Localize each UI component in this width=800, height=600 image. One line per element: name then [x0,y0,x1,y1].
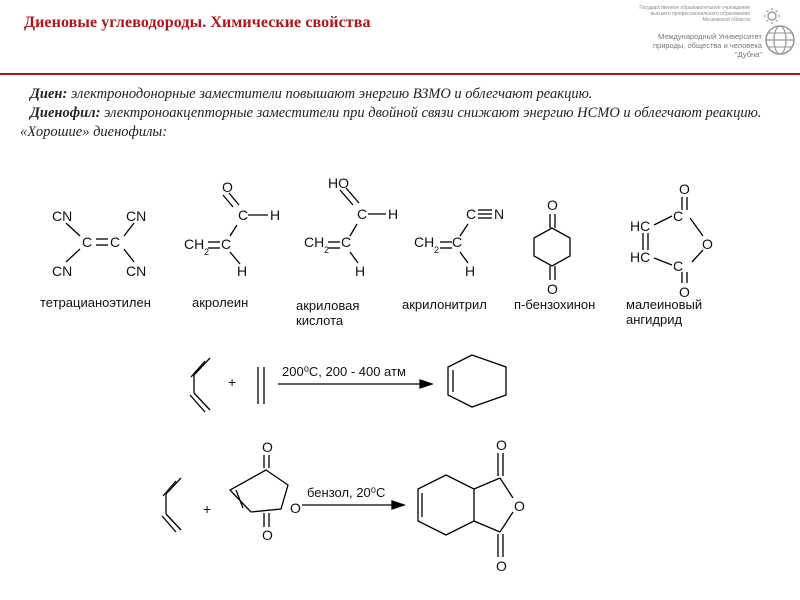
atom-subscript: 2 [434,245,440,255]
plus-sign: + [228,374,237,390]
slide-title: Диеновые углеводороды. Химические свойства [24,14,371,31]
atom-label: C [238,207,249,223]
dienophile-text: электроноакцепторные заместители при двойной связи снижают энергию НСМО и облегчают реакцию. [100,105,762,121]
atom-label: CH [414,234,435,250]
atom-label: O [547,197,558,213]
atom-label: C [673,258,684,274]
atom-label: N [494,206,505,222]
atom-label: O [679,284,690,300]
atom-label: H [237,263,248,279]
caption-acrylonitrile: акрилонитрил [402,297,487,312]
atom-label: C [110,234,121,250]
atom-label: C [221,236,232,252]
atom-label: C [673,208,684,224]
atom-label: CH [304,234,325,250]
logo-small-text: Государственное образовательное учреждение высшего профессионального образования Московской области [639,5,750,23]
atom-label: CN [52,263,73,279]
caption-benzoquinone: п-бензохинон [514,297,596,312]
atom-label: C [357,206,368,222]
atom-label: H [388,206,399,222]
caption-tcne: тетрацианоэтилен [40,295,151,310]
atom-label: O [679,181,690,197]
caption-maleic-anhydride: малеиновый ангидрид [626,297,703,327]
atom-label: H [270,207,281,223]
atom-subscript: 2 [204,247,210,257]
atom-label: CN [126,263,147,279]
atom-label: CH [184,236,205,252]
atom-label: O [496,437,507,453]
atom-label: O [514,498,525,514]
reaction1-conditions: 200⁰С, 200 - 400 атм [282,364,406,379]
diene-text: электронодонорные заместители повышают энергию ВЗМО и облегчают реакцию. [67,86,593,102]
atom-label: HC [630,218,651,234]
diene-label: Диен: [30,86,68,102]
atom-label: C [466,206,477,222]
dienophile-label: Диенофил: [30,105,101,121]
atom-subscript: 2 [324,245,330,255]
atom-label: O [547,281,558,297]
atom-label: O [262,527,273,543]
caption-acrolein: акролеин [192,295,249,310]
atom-label: H [355,263,366,279]
plus-sign: + [203,501,212,517]
atom-label: CN [126,208,147,224]
atom-label: HC [630,249,651,265]
atom-label: C [82,234,93,250]
atom-label: HO [328,175,349,191]
caption-acrylic-acid: акриловая кислота [296,298,360,328]
atom-label: H [465,263,476,279]
atom-label: O [702,236,713,252]
atom-label: O [496,558,507,574]
atom-label: C [452,234,463,250]
good-dienophiles-label: «Хорошие» диенофилы: [20,124,168,140]
atom-label: CN [52,208,73,224]
atom-label: C [341,234,352,250]
atom-label: O [222,179,233,195]
atom-label: O [290,500,301,516]
reaction2-conditions: бензол, 20⁰С [307,485,386,500]
logo-university-name: Международный Университет природы, общества и человека "Дубна" [652,32,762,59]
atom-label: O [262,439,273,455]
